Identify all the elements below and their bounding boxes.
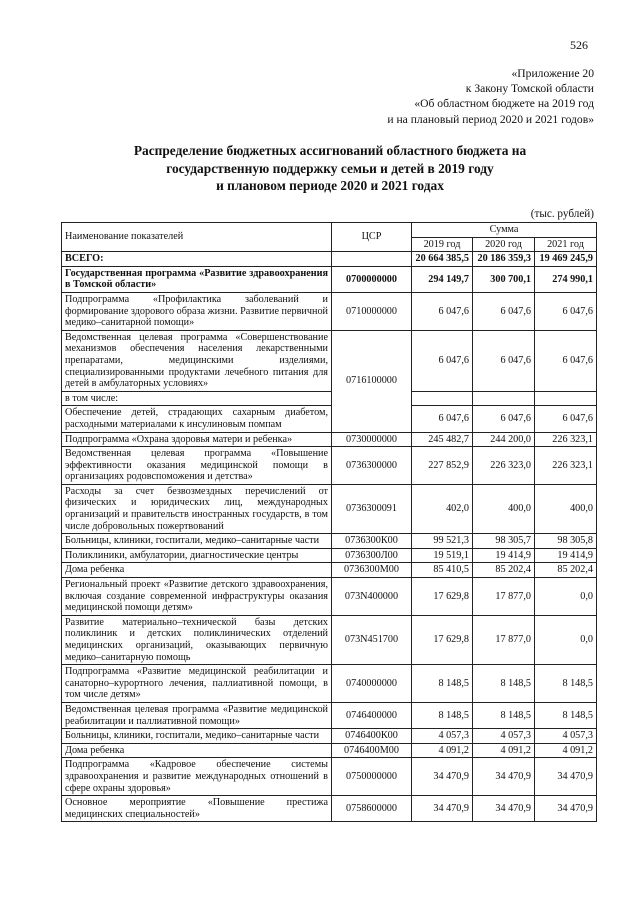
row-value-2019: 20 664 385,5 — [412, 252, 473, 267]
row-value-2019: 6 047,6 — [412, 406, 473, 432]
row-value-2021: 274 990,1 — [535, 266, 597, 292]
table-row — [62, 702, 597, 728]
row-code: 0730000000 — [332, 432, 412, 447]
title-line: Распределение бюджетных ассигнований областного бюджета на — [133, 143, 527, 158]
row-value-2020: 8 148,5 — [473, 702, 535, 728]
row-name: в том числе: — [62, 391, 332, 406]
row-value-2021: 6 047,6 — [535, 292, 597, 330]
row-value-2021: 34 470,9 — [535, 758, 597, 796]
row-name: Подпрограмма «Профилактика заболеваний и формирование здорового образа жизни. Развитие первичной медико–санитарной помощи» — [62, 292, 332, 330]
row-name: Больницы, клиники, госпитали, медико–санитарные части — [62, 534, 332, 549]
row-value-2020: 34 470,9 — [473, 758, 535, 796]
row-value-2019: 99 521,3 — [412, 534, 473, 549]
table-row — [62, 406, 597, 432]
row-value-2019: 4 057,3 — [412, 729, 473, 744]
table-row — [62, 484, 597, 533]
row-value-2021: 226 323,1 — [535, 447, 597, 485]
row-value-2020: 300 700,1 — [473, 266, 535, 292]
row-value-2019: 4 091,2 — [412, 743, 473, 758]
table-row — [62, 534, 597, 549]
row-code: 0700000000 — [332, 266, 412, 292]
row-value-2020: 244 200,0 — [473, 432, 535, 447]
row-name: Ведомственная целевая программа «Повышение эффективности оказания медицинской помощи в организациях родовспоможения и детства» — [62, 447, 332, 485]
row-value-2019: 8 148,5 — [412, 702, 473, 728]
header-name: Наименование показателей — [62, 223, 332, 252]
document-title — [60, 142, 600, 195]
row-code: 0736300К00 — [332, 534, 412, 549]
title-line: государственную поддержку семьи и детей в 2019 году — [166, 160, 494, 176]
row-value-2020: 6 047,6 — [473, 406, 535, 432]
table-row — [62, 743, 597, 758]
table-row — [62, 729, 597, 744]
row-value-2020: 20 186 359,3 — [473, 252, 535, 267]
row-value-2020: 17 877,0 — [473, 615, 535, 664]
row-value-2021: 400,0 — [535, 484, 597, 533]
row-value-2020: 4 057,3 — [473, 729, 535, 744]
row-value-2019: 85 410,5 — [412, 563, 473, 578]
row-value-2019: 6 047,6 — [412, 330, 473, 391]
row-name: Ведомственная целевая программа «Совершенствование механизмов обеспечения населения лекарственными препаратами, медицинскими изделиями, специализированными продуктами лечебного питания для детей в амбулаторных условиях» — [62, 330, 332, 391]
row-code: 0746400К00 — [332, 729, 412, 744]
row-name: Дома ребенка — [62, 563, 332, 578]
row-name: Больницы, клиники, госпитали, медико–санитарные части — [62, 729, 332, 744]
row-value-2019: 402,0 — [412, 484, 473, 533]
row-value-2019: 6 047,6 — [412, 292, 473, 330]
table-row — [62, 391, 597, 406]
row-value-2020: 85 202,4 — [473, 563, 535, 578]
row-code: 0716100000 — [332, 330, 412, 432]
row-name: Обеспечение детей, страдающих сахарным диабетом, расходными материалами к инсулиновым помпам — [62, 406, 332, 432]
page-number: 526 — [570, 38, 588, 52]
table-row — [62, 447, 597, 485]
row-value-2019: 294 149,7 — [412, 266, 473, 292]
row-code: 0736300000 — [332, 447, 412, 485]
row-code: 0710000000 — [332, 292, 412, 330]
row-value-2020: 4 091,2 — [473, 743, 535, 758]
row-value-2021: 6 047,6 — [535, 406, 597, 432]
row-value-2021: 0,0 — [535, 615, 597, 664]
header-code: ЦСР — [332, 223, 412, 252]
row-name: Основное мероприятие «Повышение престижа медицинских специальностей» — [62, 796, 332, 822]
row-name: Ведомственная целевая программа «Развитие медицинской реабилитации и паллиативной помощи» — [62, 702, 332, 728]
budget-table — [61, 222, 597, 822]
row-value-2019: 8 148,5 — [412, 665, 473, 703]
row-value-2021: 8 148,5 — [535, 665, 597, 703]
appendix-line: «Приложение 20 — [511, 67, 594, 80]
row-value-2021: 34 470,9 — [535, 796, 597, 822]
row-value-2019: 227 852,9 — [412, 447, 473, 485]
row-code: 0758600000 — [332, 796, 412, 822]
row-value-2020: 17 877,0 — [473, 578, 535, 616]
row-value-2021: 4 057,3 — [535, 729, 597, 744]
row-value-2020: 98 305,7 — [473, 534, 535, 549]
row-name: Расходы за счет безвозмездных перечислений от физических и юридических лиц, международных организаций и правительств иностранных государств, в том числе добровольных пожертвований — [62, 484, 332, 533]
row-code: 0740000000 — [332, 665, 412, 703]
appendix-line: к Закону Томской области — [465, 82, 594, 96]
row-value-2021: 19 469 245,9 — [535, 252, 597, 267]
row-code: 073N451700 — [332, 615, 412, 664]
row-name: Подпрограмма «Развитие медицинской реабилитации и санаторно–курортного лечения, паллиативной помощи, в том числе детям» — [62, 665, 332, 703]
header-year-2021: 2021 год — [535, 237, 597, 252]
table-row — [62, 563, 597, 578]
table-row — [62, 330, 597, 391]
table-row — [62, 548, 597, 563]
row-value-2021: 19 414,9 — [535, 548, 597, 563]
table-row — [62, 266, 597, 292]
row-value-2021: 6 047,6 — [535, 330, 597, 391]
table-row — [62, 432, 597, 447]
row-name: Дома ребенка — [62, 743, 332, 758]
row-code: 073N400000 — [332, 578, 412, 616]
row-value-2019: 17 629,8 — [412, 615, 473, 664]
row-value-2020: 6 047,6 — [473, 292, 535, 330]
row-value-2021: 85 202,4 — [535, 563, 597, 578]
row-value-2021: 226 323,1 — [535, 432, 597, 447]
row-value-2020: 226 323,0 — [473, 447, 535, 485]
units-label: (тыс. рублей) — [530, 208, 594, 220]
row-code — [332, 252, 412, 267]
row-value-2019: 19 519,1 — [412, 548, 473, 563]
row-value-2019: 34 470,9 — [412, 796, 473, 822]
row-name: Государственная программа «Развитие здравоохранения в Томской области» — [62, 266, 332, 292]
row-code: 0750000000 — [332, 758, 412, 796]
row-value-2019 — [412, 391, 473, 406]
row-value-2020: 8 148,5 — [473, 665, 535, 703]
row-value-2020: 6 047,6 — [473, 330, 535, 391]
row-value-2020 — [473, 391, 535, 406]
row-value-2020: 34 470,9 — [473, 796, 535, 822]
row-value-2021: 4 091,2 — [535, 743, 597, 758]
header-sum: Сумма — [412, 223, 597, 238]
row-code: 0746400М00 — [332, 743, 412, 758]
appendix-line: и на плановый период 2020 и 2021 годов» — [387, 112, 594, 126]
table-row — [62, 796, 597, 822]
table-row — [62, 292, 597, 330]
row-value-2019: 17 629,8 — [412, 578, 473, 616]
row-value-2019: 245 482,7 — [412, 432, 473, 447]
row-name: Поликлиники, амбулатории, диагностические центры — [62, 548, 332, 563]
row-code: 0746400000 — [332, 702, 412, 728]
row-value-2020: 19 414,9 — [473, 548, 535, 563]
table-row — [62, 665, 597, 703]
table-row — [62, 252, 597, 267]
row-name: Подпрограмма «Охрана здоровья матери и ребенка» — [62, 432, 332, 447]
row-value-2020: 400,0 — [473, 484, 535, 533]
row-code: 0736300Л00 — [332, 548, 412, 563]
title-line: и плановом периоде 2020 и 2021 годах — [216, 178, 444, 193]
appendix-line: «Об областном бюджете на 2019 год — [414, 97, 594, 111]
row-value-2019: 34 470,9 — [412, 758, 473, 796]
row-name: Развитие материально–технической базы детских поликлиник и детских поликлинических отделений медицинских организаций, оказывающих первичную медико–санитарную помощь — [62, 615, 332, 664]
row-name: Подпрограмма «Кадровое обеспечение системы здравоохранения и развитие международных отношений в сфере охраны здоровья» — [62, 758, 332, 796]
row-code: 0736300М00 — [332, 563, 412, 578]
row-value-2021: 0,0 — [535, 578, 597, 616]
table-row — [62, 578, 597, 616]
table-row — [62, 615, 597, 664]
row-value-2021 — [535, 391, 597, 406]
row-code: 0736300091 — [332, 484, 412, 533]
row-name: ВСЕГО: — [62, 252, 332, 267]
appendix-reference — [387, 66, 594, 127]
row-name: Региональный проект «Развитие детского здравоохранения, включая создание современной инфраструктуры оказания медицинской помощи детям» — [62, 578, 332, 616]
table-header-row — [62, 223, 597, 238]
header-year-2019: 2019 год — [412, 237, 473, 252]
row-value-2021: 98 305,8 — [535, 534, 597, 549]
row-value-2021: 8 148,5 — [535, 702, 597, 728]
table-row — [62, 758, 597, 796]
header-year-2020: 2020 год — [473, 237, 535, 252]
